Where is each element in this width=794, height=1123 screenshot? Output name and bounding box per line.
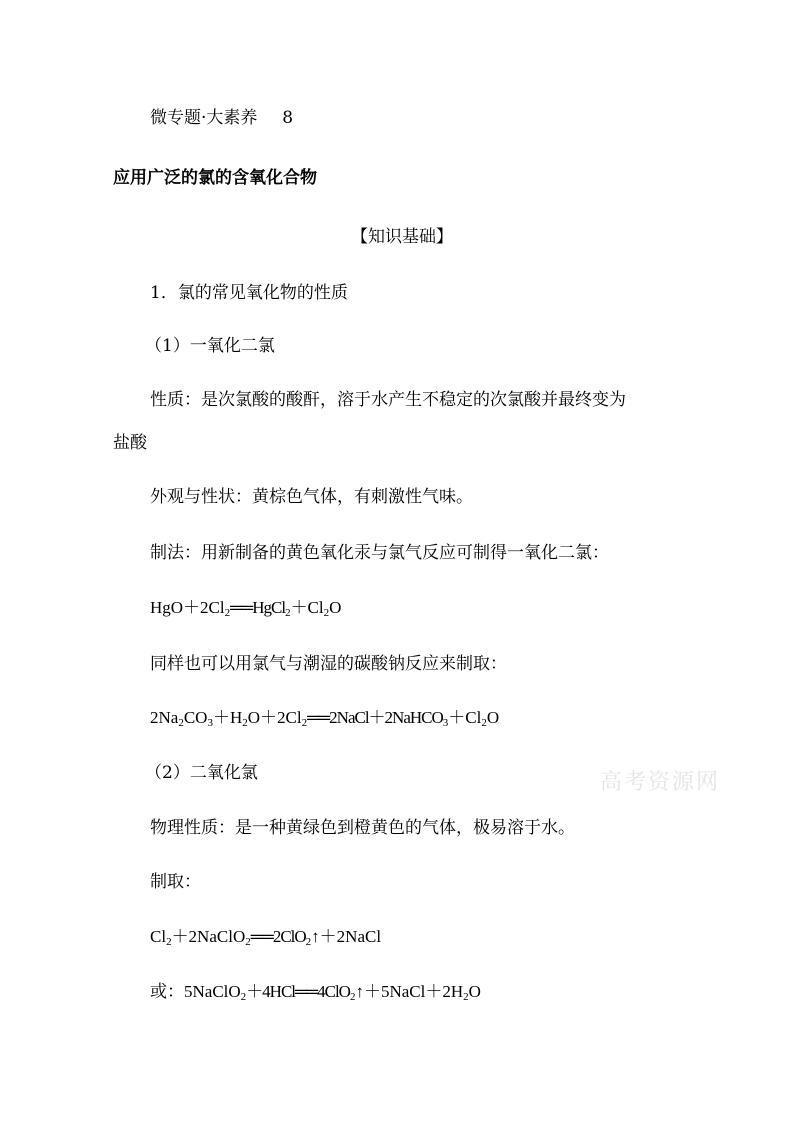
equation-2: $2Na_2CO_3+H_2O+2Cl_2══2NaCl+2NaHCO_3+Cl_2O$ <box>150 708 500 729</box>
sub2-preparation-label: 制取： <box>150 872 201 892</box>
sub1-property-line1: 性质：是次氯酸的酸酐，溶于水产生不稳定的次氯酸并最终变为 <box>150 390 626 410</box>
watermark: 高考资源网 <box>600 770 721 795</box>
page-title: 应用广泛的氯的含氧化合物 <box>113 168 317 188</box>
sub1-property-line2: 盐酸 <box>113 433 147 453</box>
equation-3: $Cl_2+2NaClO_2══2ClO_2↑+2NaCl$ <box>150 927 382 948</box>
equation-4: 或：$5NaClO_2+4HCl══4ClO_2↑+5NaCl+2H_2O$ <box>150 982 481 1003</box>
header-series: 微专题·大素养 <box>150 108 258 128</box>
item1-heading: 1．氯的常见氧化物的性质 <box>150 283 348 303</box>
sub1-heading: （1）一氧化二氯 <box>145 336 275 356</box>
sub2-physical: 物理性质：是一种黄绿色到橙黄色的气体，极易溶于水。 <box>150 818 575 838</box>
sub1-appearance: 外观与性状：黄棕色气体，有刺激性气味。 <box>150 487 473 507</box>
header-series-line <box>150 106 293 130</box>
header-number: 8 <box>282 108 294 128</box>
equation-1: $HgO+2Cl_2══HgCl_2+Cl_2O$ <box>150 598 342 619</box>
sub2-heading: （2）二氧化氯 <box>145 763 258 783</box>
section-heading: 【知识基础】 <box>351 227 453 247</box>
sub1-alt-intro: 同样也可以用氯气与潮湿的碳酸钠反应来制取： <box>150 654 507 674</box>
sub1-preparation: 制法：用新制备的黄色氧化汞与氯气反应可制得一氧化二氯： <box>150 543 609 563</box>
or-label: 或： <box>150 982 184 1002</box>
